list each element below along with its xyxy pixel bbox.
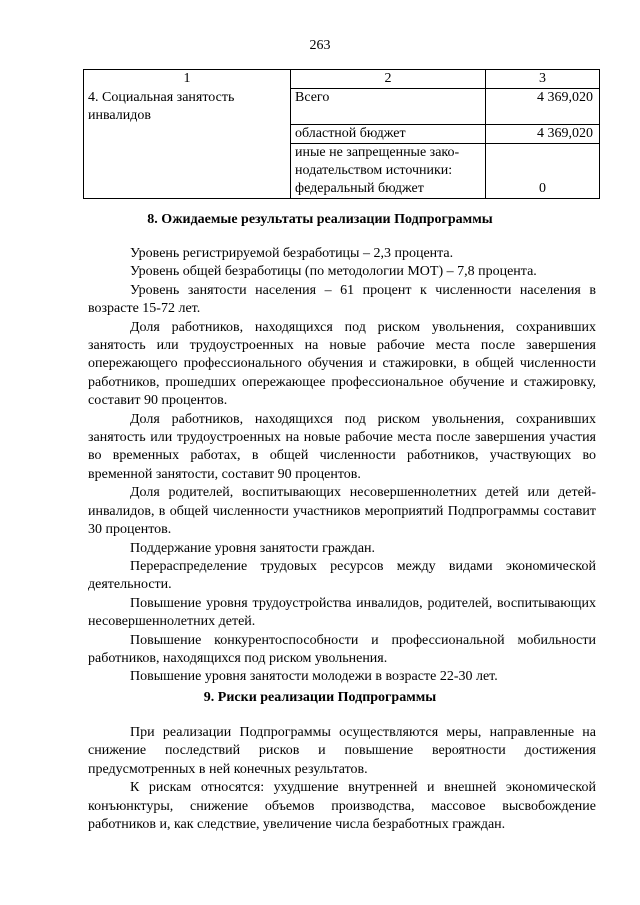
paragraph: Перераспределение трудовых ресурсов между видами экономической деятельности. bbox=[88, 558, 596, 593]
table-row bbox=[84, 125, 600, 144]
section-heading: 8. Ожидаемые результаты реализации Подпрограммы bbox=[147, 212, 493, 227]
paragraph: Доля работников, находящихся под риском увольнения, сохранивших занятость или трудоустроенных на новые рабочие места после завершения опережающего профессионального обучения и стажировки, в общей численности работников, прошедших опережающее профессиональное обучение и стажировку, составит 90 процентов. bbox=[88, 319, 596, 409]
paragraph: При реализации Подпрограммы осуществляются меры, направленные на снижение последствий рисков и повышение вероятности достижения предусмотренных в ней конечных результатов. bbox=[88, 725, 596, 777]
paragraph: Повышение уровня занятости молодежи в возрасте 22-30 лет. bbox=[130, 669, 498, 685]
table-row bbox=[84, 89, 600, 125]
table-header-cell: 2 bbox=[291, 70, 486, 89]
value-cell bbox=[486, 144, 600, 181]
paragraph: Повышение конкурентоспособности и профессиональной мобильности работников, находящихся под риском увольнения. bbox=[88, 632, 596, 666]
paragraph: Уровень общей безработицы (по методологии МОТ) – 7,8 процента. bbox=[130, 264, 537, 280]
source-cell: федеральный бюджет bbox=[291, 180, 486, 199]
section-9-body bbox=[88, 724, 596, 834]
paragraph: К рискам относятся: ухудшение внутренней и внешней экономической конъюнктуры, снижение объемов производства, массовое высвобождение работников и, как следствие, увеличение числа безработных граждан. bbox=[88, 780, 596, 833]
source-line: иные не запрещенные зако- bbox=[295, 145, 460, 160]
value-cell: 4 369,020 bbox=[486, 89, 600, 125]
source-cell: областной бюджет bbox=[291, 125, 486, 144]
table-row bbox=[84, 180, 600, 199]
source-line: нодательством источники: bbox=[295, 163, 453, 178]
paragraph: Уровень регистрируемой безработицы – 2,3 процента. bbox=[130, 246, 454, 261]
table-header-cell: 3 bbox=[486, 70, 600, 89]
paragraph: Повышение уровня трудоустройства инвалидов, родителей, воспитывающих несовершеннолетних детей. bbox=[88, 595, 596, 630]
value-cell: 4 369,020 bbox=[486, 125, 600, 144]
paragraph: Уровень занятости населения – 61 процент к численности населения в возрасте 15-72 лет. bbox=[88, 282, 596, 317]
paragraph: Доля работников, находящихся под риском увольнения, сохранивших занятость или трудоустроенных на новые рабочие места после завершения участия во временных работах, в общей численности работников, участвующих во временной занятости, составит 90 процентов. bbox=[88, 411, 596, 482]
value-cell: 0 bbox=[486, 180, 600, 199]
section-8-body bbox=[88, 245, 596, 687]
table-row bbox=[84, 144, 600, 181]
row-label-line: инвалидов bbox=[88, 107, 151, 123]
funding-table bbox=[83, 69, 600, 199]
row-label-line: 4. Социальная занятость bbox=[88, 89, 235, 105]
section-heading: 9. Риски реализации Подпрограммы bbox=[203, 690, 437, 705]
page-number: 263 bbox=[309, 38, 331, 53]
row-label-cell bbox=[84, 89, 291, 125]
source-cell bbox=[291, 144, 486, 181]
paragraph: Поддержание уровня занятости граждан. bbox=[130, 540, 376, 556]
table-header-cell: 1 bbox=[84, 70, 291, 89]
table-header-row bbox=[84, 70, 600, 89]
paragraph: Доля родителей, воспитывающих несовершеннолетних детей или детей-инвалидов, в общей численности участников мероприятий Подпрограммы составит 30 процентов. bbox=[88, 485, 596, 538]
source-cell: Всего bbox=[291, 89, 486, 125]
